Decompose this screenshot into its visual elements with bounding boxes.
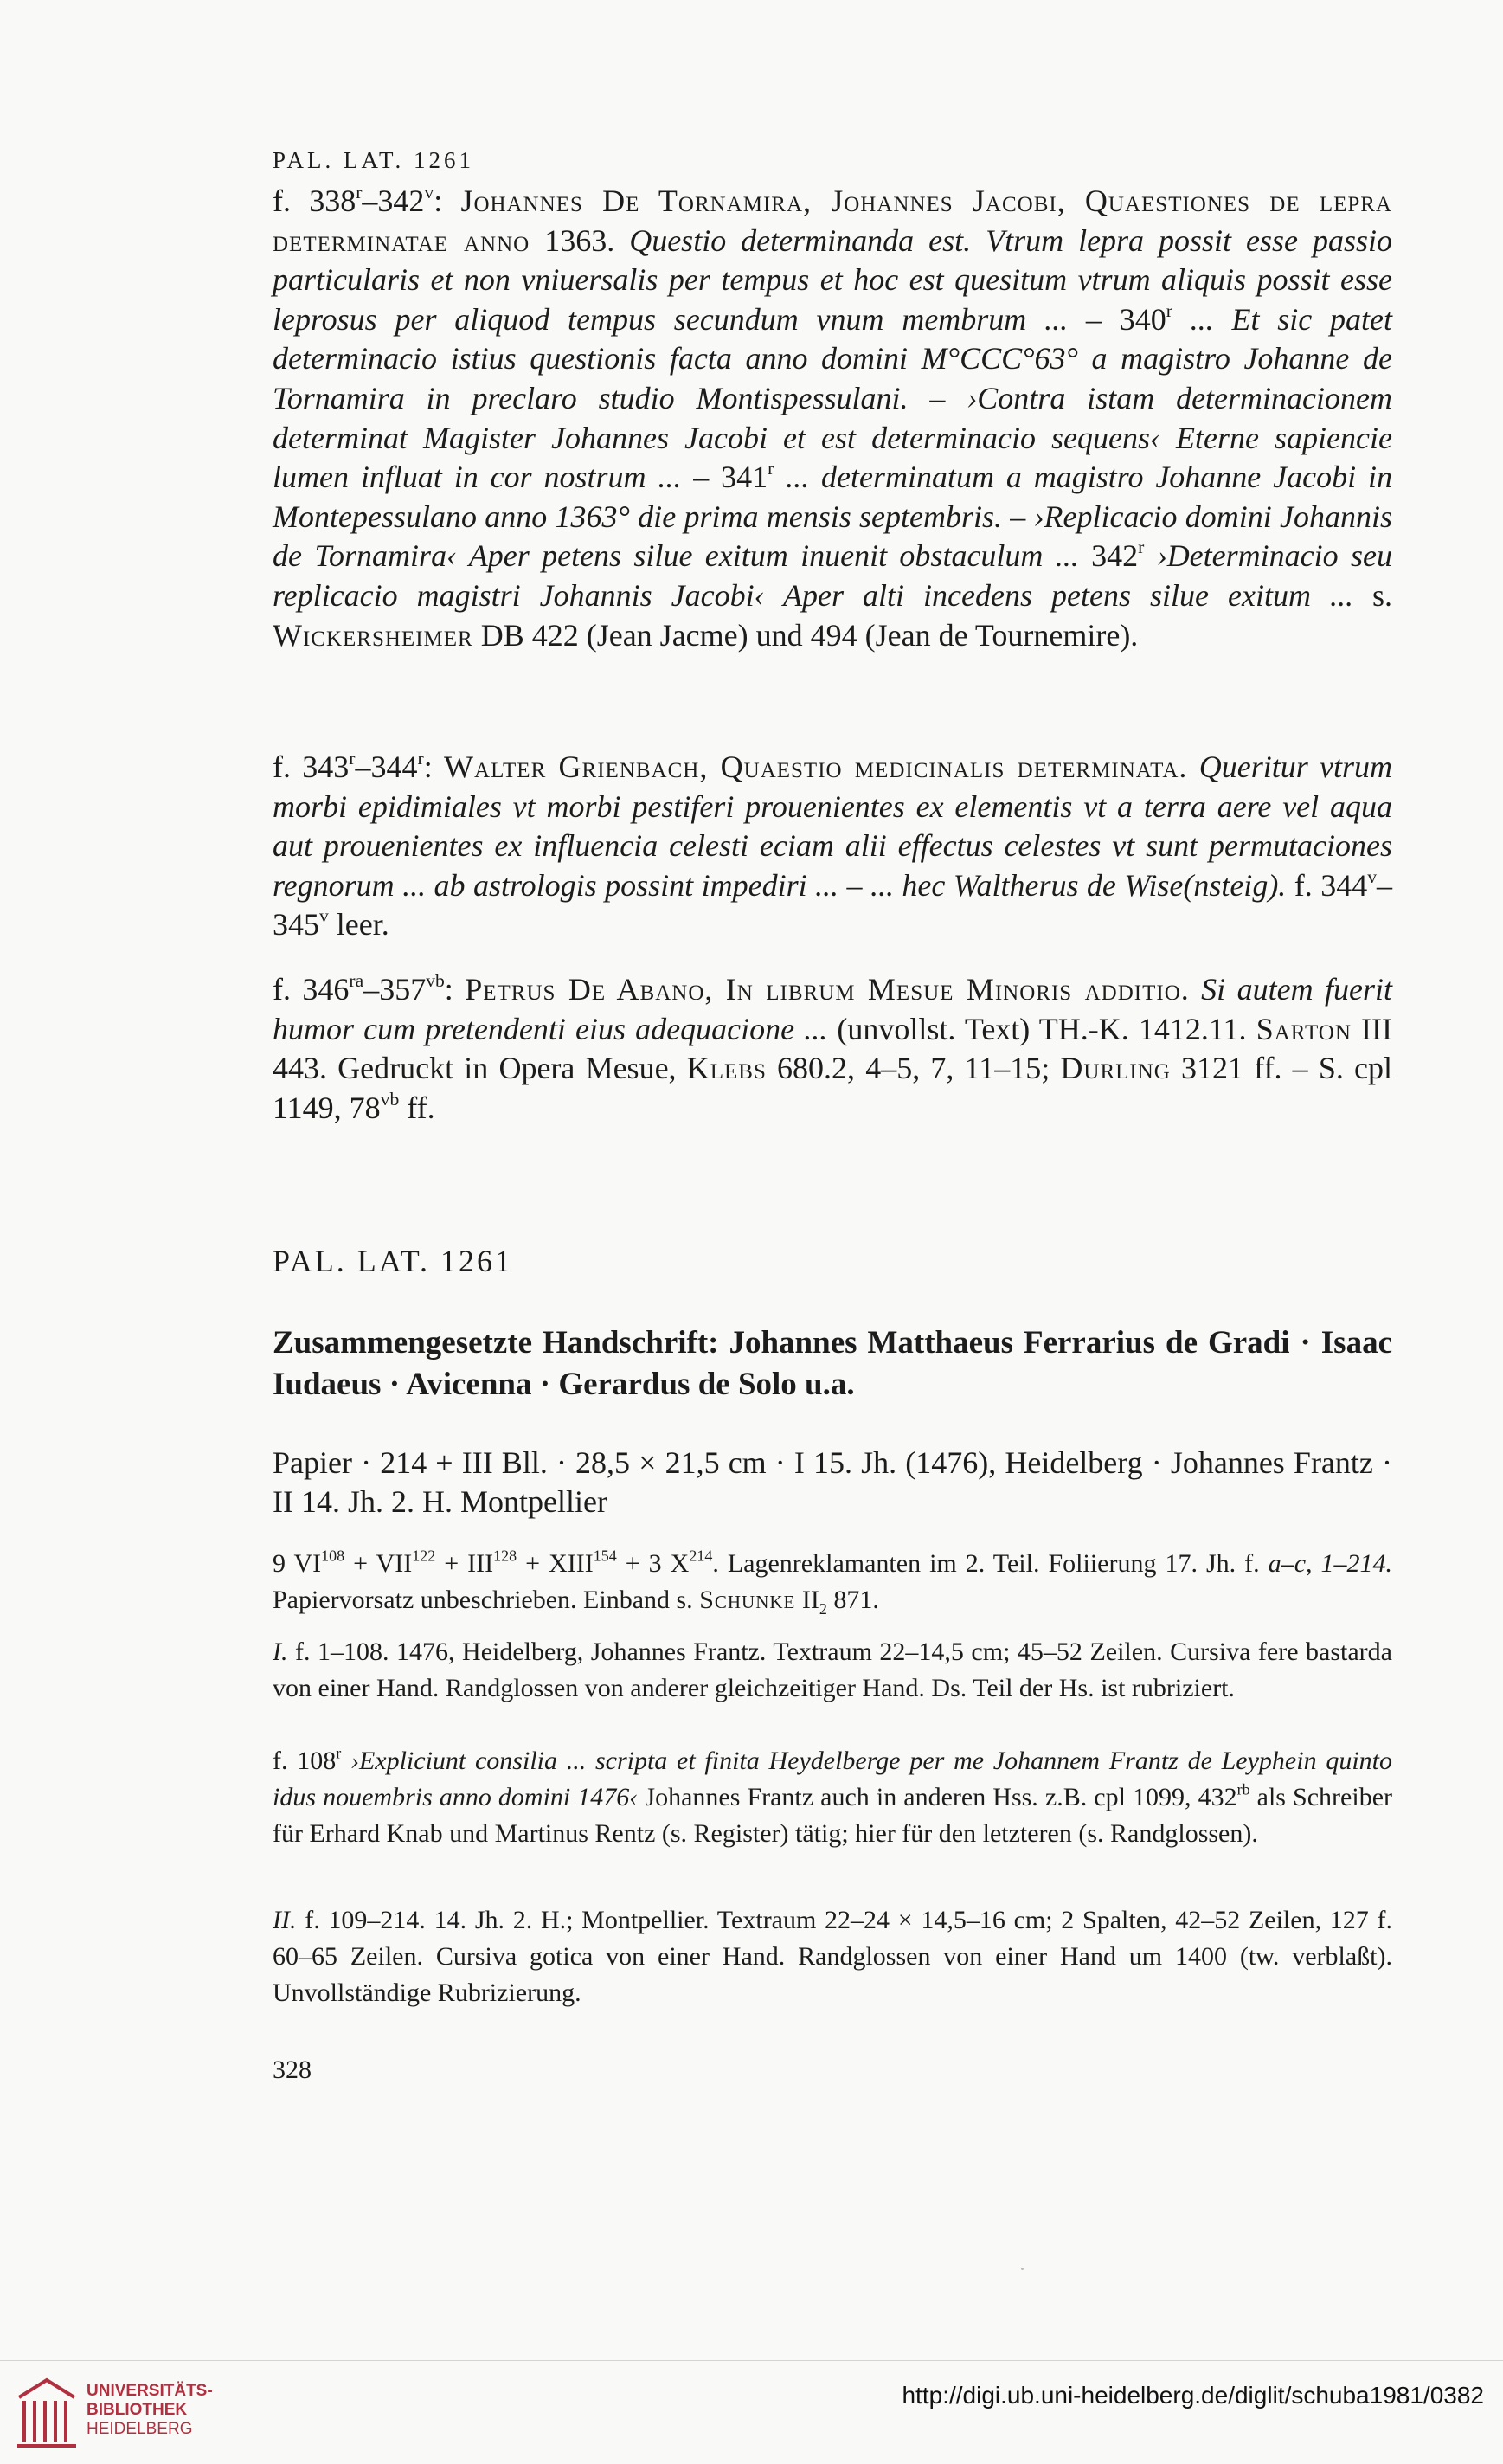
folio-sup: v (1367, 865, 1377, 887)
incipit: Questio determinanda est. Vtrum lepra possit esse passio particularis et non vniuersalis per tempus et hoc est quesitum vtrum aliquis possit esse leprosus per aliquod tempus secundum vnum membrum ... – (273, 222, 1393, 337)
reference-text: DB 422 (Jean Jacme) und 494 (Jean de Tournemire). (472, 617, 1139, 653)
folio-sup: r (356, 181, 363, 203)
folio-sup: r (1138, 537, 1145, 558)
folio-sup: r (336, 1744, 342, 1762)
folio-ref: –357 (363, 972, 427, 1007)
folio-sup: r (1166, 299, 1172, 321)
library-name-line: UNIVERSITÄTS- (87, 2382, 213, 2400)
collation-text: . Lagenreklamanten im 2. Teil. Foliierung 17. Jh. f. (712, 1549, 1269, 1578)
folio-sup: r (349, 747, 356, 769)
manuscript-title: Zusammengesetzte Handschrift: Johannes Matthaeus Ferrarius de Gradi · Isaac Iudaeus · Avicenna · Gerardus de Solo u.a. (273, 1325, 1392, 1402)
explicit: ... Et sic patet determinacio istius questionis facta anno domini M°CCC°63° a magistro Johanne de Tornamira in preclaro studio Montispessulani. – ›Contra istam determinacionem determinat Magister Johannes Jacobi et est determinacio sequens‹ Eterne sapiencie lumen influat in cor nostrum ... – (273, 301, 1393, 495)
reference-author: Klebs (686, 1051, 767, 1086)
note-text: leer. (328, 907, 389, 942)
entry-338-342 (273, 182, 1392, 655)
collation-text: + 3 X (616, 1549, 690, 1578)
folio-ref: : (434, 183, 443, 218)
folio-ref: f. 346 (273, 972, 350, 1007)
collation-text: + VII (344, 1549, 413, 1578)
reference-text: ff. (399, 1090, 435, 1125)
folio-sup: vb (380, 1088, 400, 1110)
entry-year: 1363. (530, 222, 630, 258)
collation-text: 9 VI (273, 1549, 322, 1578)
library-name-line: BIBLIOTHEK (87, 2401, 188, 2419)
part-number: II. (273, 1906, 297, 1934)
part-one-explicit (273, 1743, 1392, 1852)
collation-text: + III (435, 1549, 494, 1578)
folio-sup: ra (349, 969, 364, 991)
reference-text: s. (1371, 577, 1392, 613)
reference-author: Sarton (1256, 1011, 1352, 1046)
explicit: ... determinatum a magistro Johanne Jacobi in Montepessulano anno 1363° die prima mensis septembris. – ›Replicacio domini Johannis de Tornamira‹ Aper petens silue exitum inuenit obstaculum ... (273, 460, 1392, 574)
folio-ref: –345 (273, 867, 1392, 942)
folio-ref: f. 344 (1286, 867, 1368, 903)
folio-ref: : (444, 972, 453, 1007)
folio-sup: vb (426, 969, 445, 991)
folio-ref: f. 343 (273, 749, 350, 784)
folio-ref: 342 (1091, 538, 1139, 574)
folio-sup: r (417, 747, 424, 769)
folio-sup: v (319, 905, 329, 927)
part-number: I. (273, 1637, 288, 1666)
library-name-line: HEIDELBERG (87, 2420, 193, 2438)
entry-authors: Walter Grienbach, Quaestio medicinalis determinata. (444, 749, 1188, 784)
incipit: Si autem fuerit humor cum pretendenti eius adequacione ... (273, 972, 1392, 1046)
collation (273, 1546, 1392, 1618)
collation-sub: 2 (819, 1600, 827, 1618)
reference-text: 3121 ff. – S. cpl 1149, 78 (273, 1051, 1393, 1125)
reference-author: Wickersheimer (273, 617, 473, 653)
folio-ref: f. 338 (273, 183, 356, 218)
folio-ref: –342 (362, 183, 425, 218)
folio-ref: 341 (721, 460, 768, 495)
entry-346-357 (273, 970, 1392, 1128)
note-text: Johannes Frantz auch in anderen Hss. z.B. cpl 1099, 432 (638, 1783, 1237, 1811)
page-number: 328 (273, 2055, 312, 2084)
part-one (273, 1634, 1392, 1707)
folio-ref: : (423, 749, 433, 784)
reference-text: (unvollst. Text) TH.-K. 1412.11. (827, 1011, 1256, 1046)
section-heading: PAL. LAT. 1261 (273, 1244, 514, 1278)
folio-ref: –344 (355, 749, 418, 784)
reference-author: Schunke (699, 1586, 796, 1614)
part-two (273, 1902, 1392, 2011)
collation-sup: 128 (493, 1547, 517, 1565)
incipit: ›Determinacio seu replicacio magistri Johannis Jacobi‹ Aper alti incedens petens silue exitum ... (273, 538, 1392, 613)
reference-text: III 443. Gedruckt in Opera Mesue, (273, 1011, 1392, 1086)
collation-sup: 108 (321, 1547, 345, 1565)
note-text: als Schreiber für Erhard Knab und Martinus Rentz (s. Register) tätig; hier für den letzteren (s. Randglossen). (273, 1783, 1392, 1848)
collation-text: Papiervorsatz unbeschrieben. Einband s. (273, 1586, 700, 1614)
collation-sup: 154 (593, 1547, 617, 1565)
collation-sup: 214 (689, 1547, 713, 1565)
collation-text: 871. (826, 1586, 879, 1614)
part-text: f. 1–108. 1476, Heidelberg, Johannes Frantz. Textraum 22–14,5 cm; 45–52 Zeilen. Cursiva fere bastarda von einer Hand. Randglossen von anderer gleichzeitiger Hand. Ds. Teil der Hs. ist rubriziert. (273, 1637, 1392, 1702)
part-text: f. 109–214. 14. Jh. 2. H.; Montpellier. Textraum 22–24 × 14,5–16 cm; 2 Spalten, 42–52 Zeilen, 127 f. 60–65 Zeilen. Cursiva gotica von einer Hand. Randglossen von einer Hand um 1400 (tw. verblaßt). Unvollständige Rubrizierung. (273, 1906, 1392, 2007)
entry-343-344 (273, 748, 1392, 945)
folio-ref: 340 (1119, 301, 1166, 337)
explicit: ›Expliciunt consilia ... scripta et finita Heydelberge per me Johannem Frantz de Leyphein quinto idus nouembris anno domini 1476‹ (273, 1747, 1392, 1811)
source-url-link[interactable]: http://digi.ub.uni-heidelberg.de/diglit/schuba1981/0382 (902, 2382, 1484, 2409)
foliation: a–c, 1–214. (1268, 1549, 1393, 1578)
collation-text: + XIII (517, 1549, 594, 1578)
running-head: PAL. LAT. 1261 (273, 147, 475, 173)
reference-text: 680.2, 4–5, 7, 11–15; (766, 1051, 1061, 1086)
physical-description: Papier · 214 + III Bll. · 28,5 × 21,5 cm · I 15. Jh. (1476), Heidelberg · Johannes Frantz · II 14. Jh. 2. H. Montpellier (273, 1445, 1392, 1519)
folio-sup: r (768, 458, 774, 479)
speck (1021, 2268, 1024, 2270)
footer-divider (0, 2360, 1503, 2361)
folio-sup: v (424, 181, 434, 203)
folio-ref: f. 108 (273, 1747, 337, 1775)
folio-sup: rb (1236, 1780, 1250, 1798)
reference-author: Durling (1060, 1051, 1171, 1086)
collation-text: II (795, 1586, 819, 1614)
entry-authors: Petrus De Abano, In librum Mesue Minoris additio. (465, 972, 1190, 1007)
collation-sup: 122 (412, 1547, 436, 1565)
library-logo-icon (12, 2371, 81, 2449)
entry-authors: Johannes De Tornamira, Johannes Jacobi, Quaestiones de lepra determinatae anno (273, 183, 1392, 258)
incipit: Queritur vtrum morbi epidimiales vt morbi pestiferi prouenientes ex elementis vt a terra aere vel aqua aut prouenientes ex influencia celesti eciam alii effectus celestes vt sunt permutaciones regnorum ... ab astrologis possint impediri ... – ... hec Waltherus de Wise(nsteig). (273, 749, 1393, 903)
library-name (87, 2382, 213, 2439)
